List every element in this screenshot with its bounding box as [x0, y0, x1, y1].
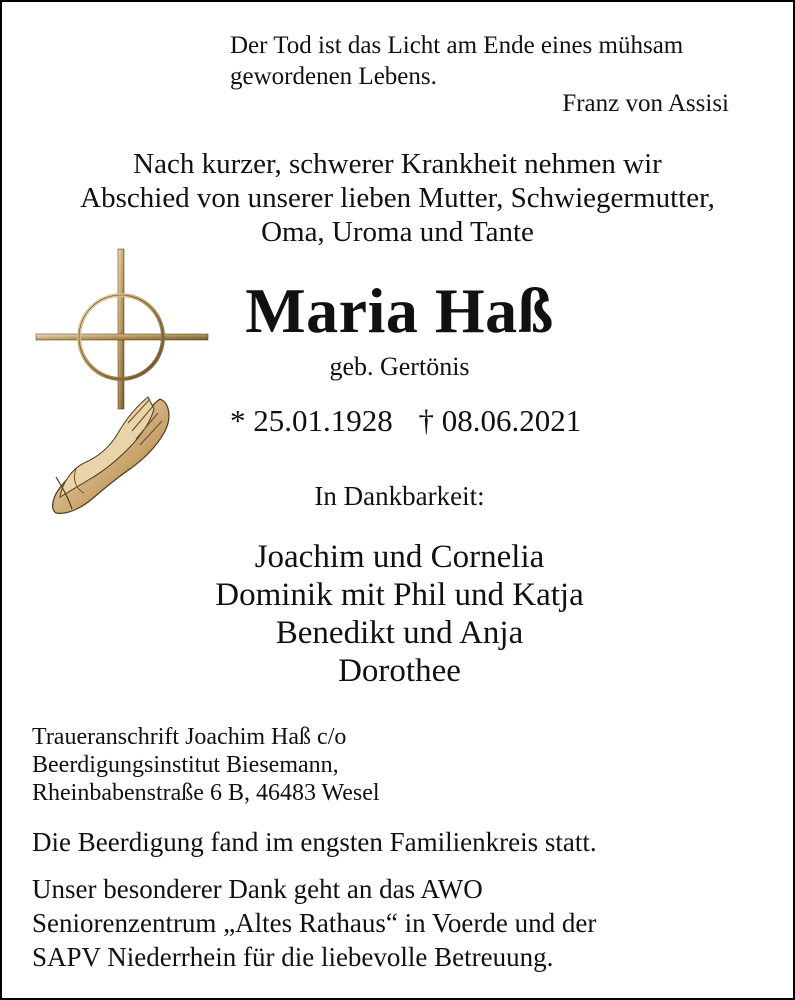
birth-symbol: * — [230, 403, 246, 438]
opening-quote — [230, 30, 683, 92]
family-member: Joachim und Cornelia — [254, 539, 545, 575]
deceased-name: Maria Haß — [245, 275, 554, 346]
gratitude-note — [32, 872, 596, 974]
funeral-note: Die Beerdigung fand im engsten Familienkreis statt. — [32, 827, 597, 857]
death-cross-icon: † — [418, 403, 434, 438]
gratitude-line: Seniorenzentrum „Altes Rathaus“ in Voerde und der — [32, 908, 597, 938]
family-list — [2, 538, 795, 690]
address-line: Traueranschrift Joachim Haß c/o — [32, 724, 347, 750]
address-line: Rheinbabenstraße 6 B, 46483 Wesel — [32, 780, 380, 806]
family-member: Dorothee — [338, 653, 461, 689]
quote-line: gewordenen Lebens. — [230, 63, 437, 90]
mourning-address — [32, 723, 380, 807]
quote-author: Franz von Assisi — [562, 90, 729, 117]
quote-line: Der Tod ist das Licht am Ende eines mühsam — [230, 32, 684, 59]
intro-line: Oma, Uroma und Tante — [261, 216, 534, 248]
thanks-heading: In Dankbarkeit: — [314, 481, 485, 511]
life-dates — [230, 402, 581, 440]
birth-name: geb. Gertönis — [329, 352, 470, 381]
intro-line: Nach kurzer, schwerer Krankheit nehmen wir — [133, 148, 662, 180]
intro-text — [2, 147, 793, 249]
gratitude-line: Unser besonderer Dank geht an das AWO — [32, 874, 483, 904]
family-member: Dominik mit Phil und Katja — [215, 577, 584, 613]
address-line: Beerdigungsinstitut Biesemann, — [32, 752, 339, 778]
gratitude-line: SAPV Niederrhein für die liebevolle Betreuung. — [32, 942, 554, 972]
family-member: Benedikt und Anja — [275, 615, 524, 651]
birth-date: 25.01.1928 — [253, 403, 393, 438]
death-date: 08.06.2021 — [441, 403, 582, 438]
intro-line: Abschied von unserer lieben Mutter, Schwiegermutter, — [80, 182, 715, 214]
